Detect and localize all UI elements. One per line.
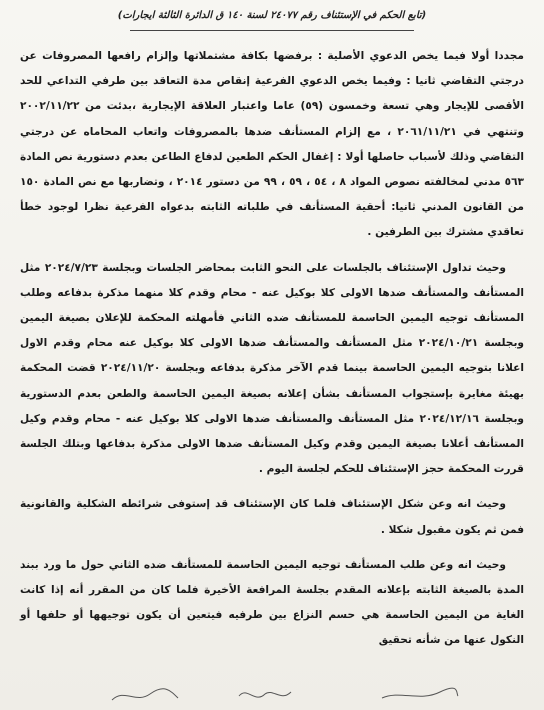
- signature-mark-right: [380, 684, 460, 706]
- paragraph-form-acceptance: وحيث انه وعن شكل الإستئناف فلما كان الإستئناف قد إستوفى شرائطه الشكلية والقانونية فمن ثم يكون مقبول شكلا .: [20, 498, 524, 536]
- signature-mark-center: [235, 684, 295, 706]
- signature-mark-left: [110, 684, 180, 706]
- paragraph-decisive-oath: وحيث انه وعن طلب المستأنف توجيه اليمين الحاسمة للمستأنف ضده الثاني حول ما ورد ببند المدة بالصيغة الثابته بإعلانه المقدم بجلسة المرافعة الأخيرة فلما كان من المقرر أنه إذا كانت الغاية من اليمين الحاسمة هي حسم النزاع بين طرفيه فيتعين أن يكون توجيهها أو حلفها أو النكول عنها من شأنه تحقيق: [20, 558, 524, 647]
- judgment-body: [20, 44, 524, 654]
- header-underline: [130, 30, 414, 31]
- judgment-continuation-header: (تابع الحكم في الإستئناف رقم ٢٤٠٧٧ لسنة ١٤٠ ق الدائرة الثالثة ايجارات): [117, 10, 427, 21]
- paragraph-appeal-requests: مجددا أولا فيما يخص الدعوي الأصلية : برفضها بكافة مشتملاتها وإلزام رافعها المصروفات عن درجتي التقاضي ثانيا : وفيما يخص الدعوي الفرعية إنقاص مدة التعاقد بين طرفي التداعي للحد الأقصى للإيجار وهي تسعة وخمسون (٥٩) عاما واعتبار العلاقة الإيجارية ،بدئت من ٢٠٠٢/١١/٢٢ وتنتهي في ٢٠٦١/١١/٢١ ، مع إلزام المستأنف ضدها بالمصروفات واتعاب المحاماه عن درجتي التقاضي وذلك لأسباب حاصلها أولا : إغفال الحكم الطعين لدفاع الطاعن بعدم دستورية نص المادة ٥٦٣ مدني لمخالفته نصوص المواد ٨ ، ٥٤ ، ٥٩ ، ٩٩ من دستور ٢٠١٤ ، وتضاربها مع نص المادة ١٥٠ من القانون المدني ثانيا: أحقية المستأنف في طلباته الثابته بدعواه الفرعية نظرا لوجود خطأ تعاقدي مشترك بين الطرفين .: [20, 50, 525, 239]
- paragraph-sessions-history: وحيث تداول الإستئناف بالجلسات على النحو الثابت بمحاضر الجلسات وبجلسة ٢٠٢٤/٧/٢٣ مثل المستأنف والمستأنف ضدها الاولى كلا بوكيل عنه - محام وقدم كلا منهما مذكرة بدفاعه وطلب المستأنف توجيه اليمين الحاسمة للمستأنف ضده الثاني فأمهلته المحكمة للإعلان بصيغة اليمين وبجلسة ٢٠٢٤/١٠/٢١ مثل المستأنف والمستأنف ضدها الاولى كلا بوكيل عنه محام وقدم الاول اعلانا بتوجيه اليمين الحاسمة بينما قدم الآخر مذكرة بدفاعه وبجلسة ٢٠٢٤/١١/٢٠ قضت المحكمة بهيئة مغايرة بإستجواب المستأنف بشأن إعلانه بصيغة اليمين الحاسمة والطعن بعدم الدستورية وبجلسة ٢٠٢٤/١٢/١٦ مثل المستأنف والمستأنف ضدها الاولى كلا بوكيل عنه - محام وقدم وكيل المستأنف أعلانا بصيغة اليمين وقدم وكيل المستأنف ضدها الاولى مذكرة بدفاعها وبتلك الجلسة قررت المحكمة حجز الإستئناف للحكم لجلسة اليوم .: [20, 261, 525, 476]
